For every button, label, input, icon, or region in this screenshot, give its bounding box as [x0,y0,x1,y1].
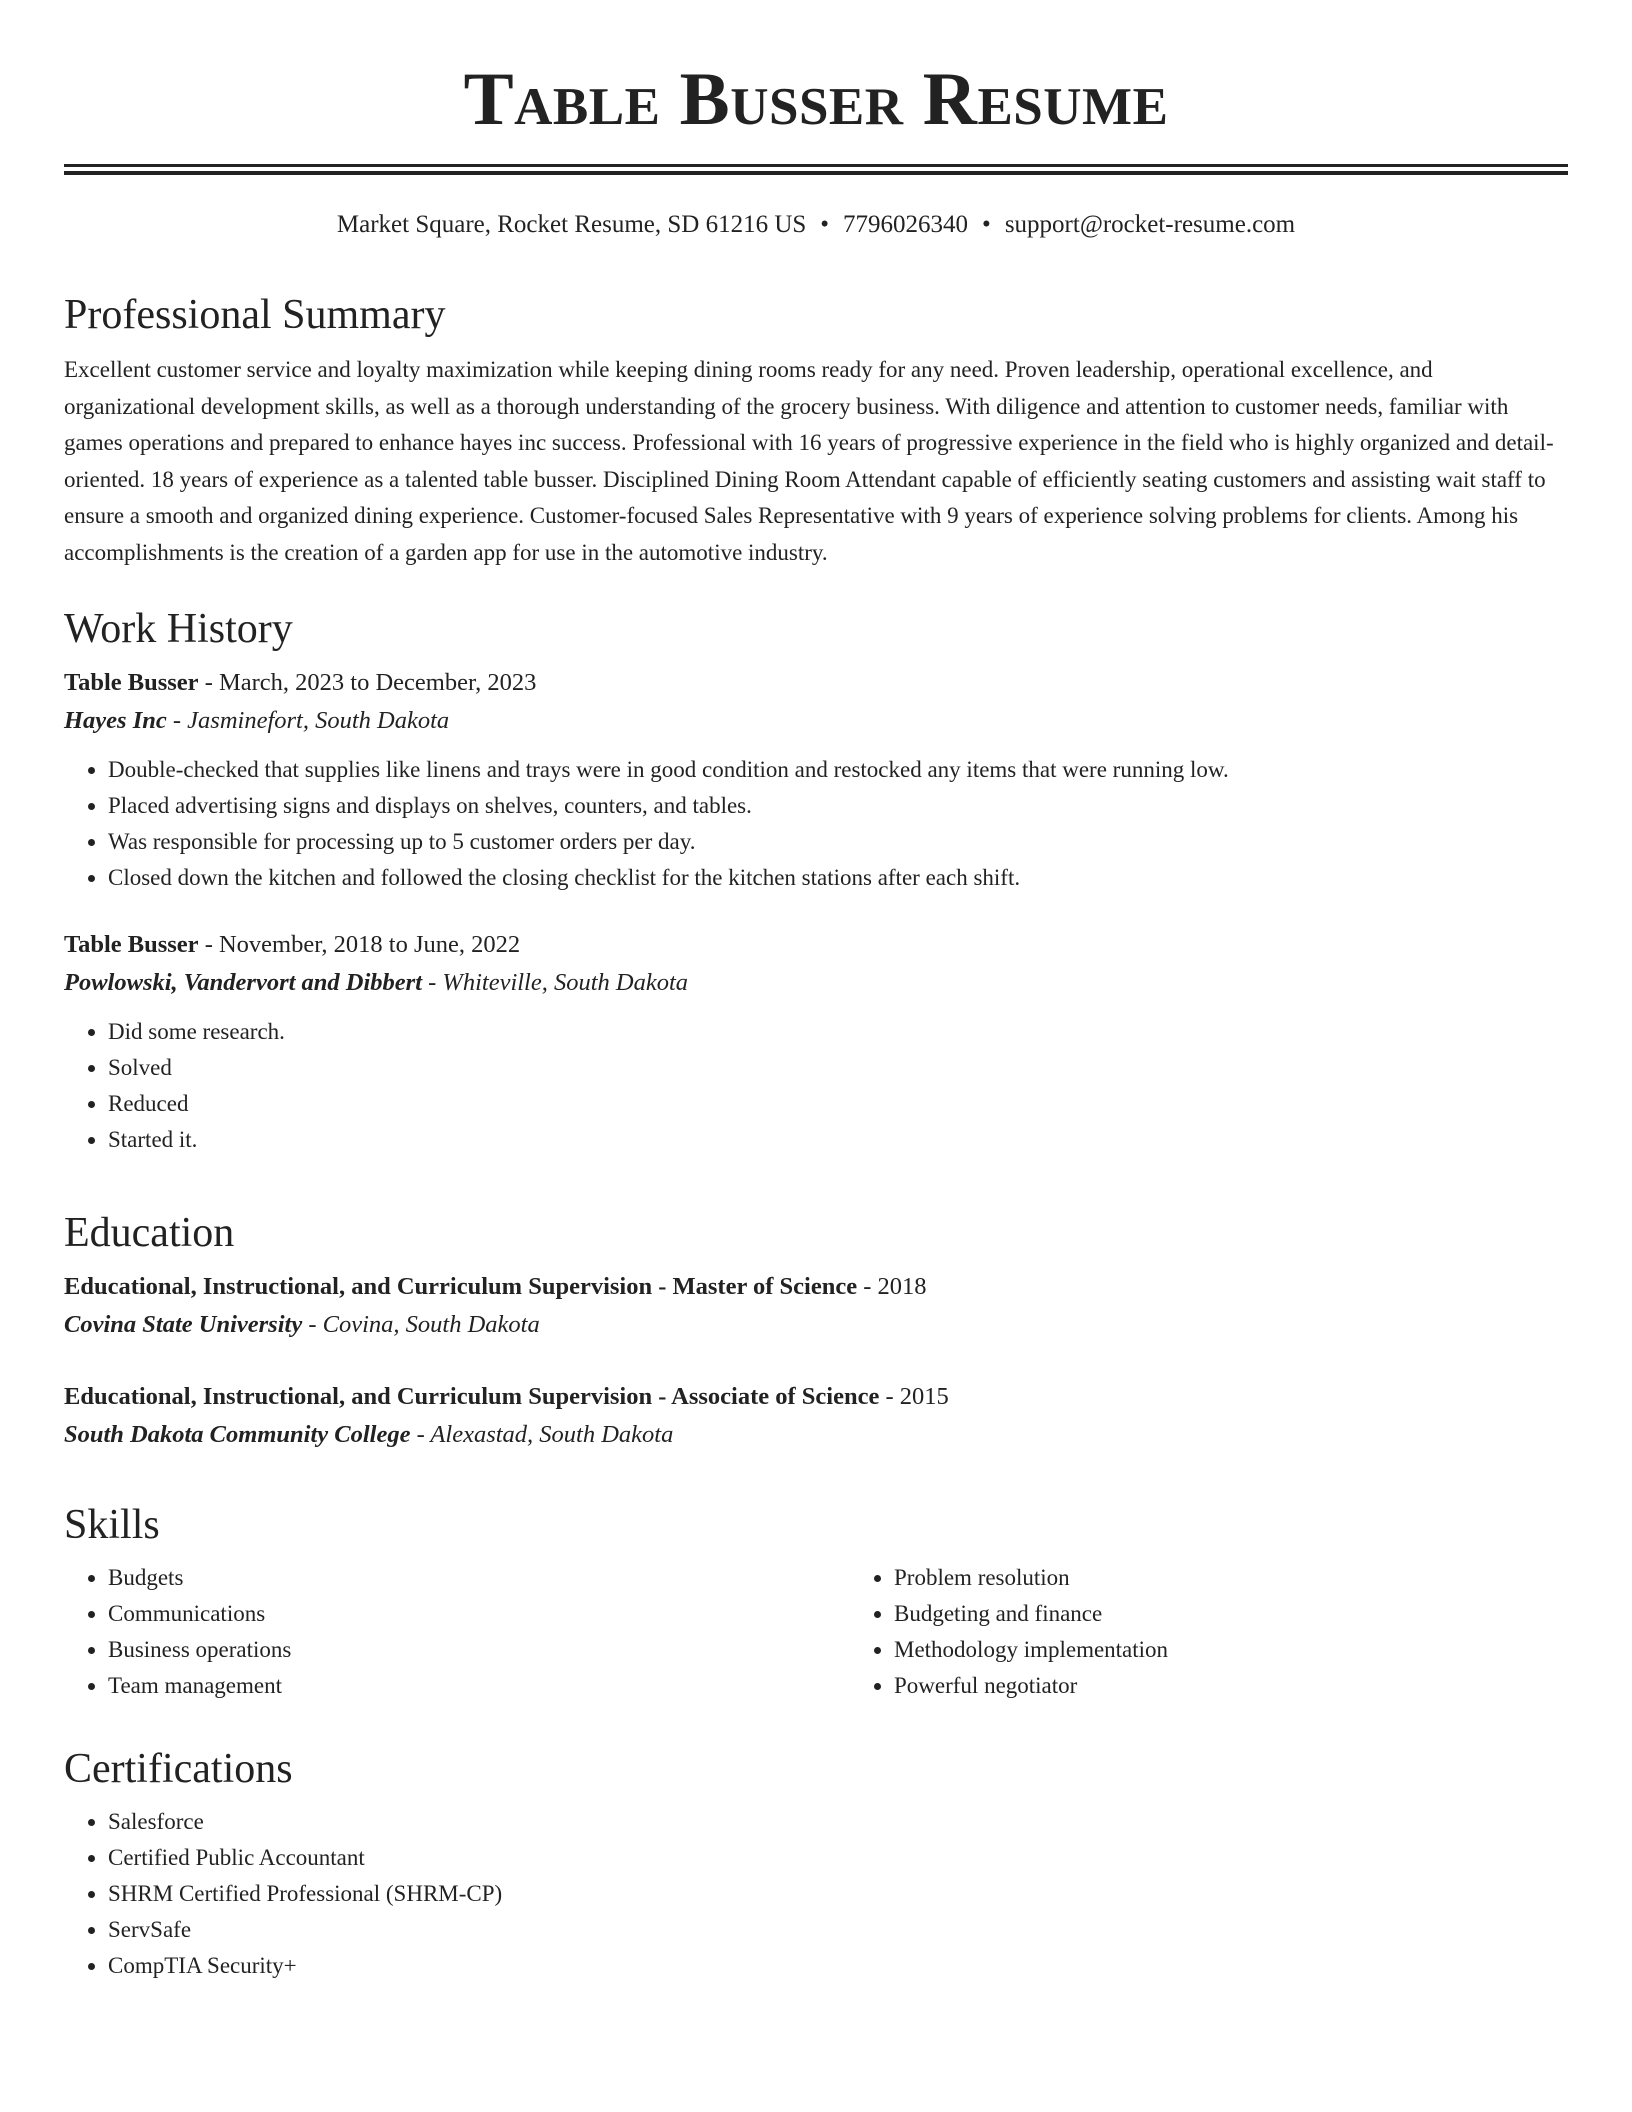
work-heading: Work History [64,606,293,652]
list-item: • Did some research. [108,1014,1568,1050]
job-location: - Whiteville, South Dakota [422,969,689,996]
job-entry [64,664,1568,896]
certifications-list [64,1804,1568,1984]
education-header [64,1378,1568,1416]
education-section [64,1208,1568,1454]
job-company: Powlowski, Vandervort and Dibbert [64,969,423,996]
job-employer [64,964,1568,1002]
list-item: • Budgeting and finance [894,1596,1632,1632]
job-employer [64,702,1568,740]
education-location: - Covina, South Dakota [302,1311,540,1338]
skills-grid [64,1560,1568,1704]
education-school-line [64,1306,1568,1344]
list-item: • Double-checked that supplies like linens and trays were in good condition and restocked any items that were running low. [108,752,1568,788]
skills-section [64,1500,1568,1704]
list-item: • CompTIA Security+ [108,1948,1568,1984]
job-bullets [64,1014,1568,1158]
certifications-section [64,1744,1568,1984]
education-school: South Dakota Community College [64,1421,411,1448]
skills-list-right [850,1560,1632,1704]
contact-address: Market Square, Rocket Resume, SD 61216 US [336,211,807,238]
list-item: • Started it. [108,1122,1568,1158]
resume-title: Table Busser Resume [463,58,1169,141]
education-year: - 2015 [879,1383,949,1410]
list-item: • Communications [108,1596,850,1632]
summary-section [64,290,1568,571]
list-item: • ServSafe [108,1912,1568,1948]
certifications-heading: Certifications [64,1746,293,1792]
list-item: • Powerful negotiator [894,1668,1632,1704]
title-divider [64,164,1568,175]
summary-heading: Professional Summary [64,292,446,338]
list-item: • Budgets [108,1560,850,1596]
list-item: • Salesforce [108,1804,1568,1840]
list-item: • Certified Public Accountant [108,1840,1568,1876]
job-header [64,926,1568,964]
job-company: Hayes Inc [64,707,167,734]
education-entry [64,1268,1568,1344]
education-school: Covina State University [64,1311,303,1338]
job-location: - Jasminefort, South Dakota [166,707,450,734]
job-header [64,664,1568,702]
contact-line [64,208,1568,242]
contact-phone: 7796026340 [843,211,969,238]
skills-heading: Skills [64,1502,160,1548]
skills-list-left [64,1560,850,1704]
education-degree: Educational, Instructional, and Curriculum Supervision - Associate of Science [64,1383,880,1410]
education-year: - 2018 [857,1273,927,1300]
education-entry [64,1378,1568,1454]
list-item: • Closed down the kitchen and followed the closing checklist for the kitchen stations after each shift. [108,860,1568,896]
list-item: • Business operations [108,1632,850,1668]
summary-text: Excellent customer service and loyalty maximization while keeping dining rooms ready for any need. Proven leadership, operational excellence, and organizational development skills, as well as a thorough understanding of the grocery business. With diligence and attention to customer needs, familiar with games operations and prepared to enhance hayes inc success. Professional with 16 years of progressive experience in the field who is highly organized and detail-oriented. 18 years of experience as a talented table busser. Disciplined Dining Room Attendant capable of efficiently seating customers and assisting wait staff to ensure a smooth and organized dining experience. Customer-focused Sales Representative with 9 years of experience solving problems for clients. Among his accomplishments is the creation of a garden app for use in the automotive industry. [64,357,1554,565]
education-school-line [64,1416,1568,1454]
job-dates: - November, 2018 to June, 2022 [198,931,521,958]
contact-email: support@rocket-resume.com [1004,211,1296,238]
list-item: • Problem resolution [894,1560,1632,1596]
list-item: • Reduced [108,1086,1568,1122]
list-item: • Team management [108,1668,850,1704]
list-item: • SHRM Certified Professional (SHRM-CP) [108,1876,1568,1912]
list-item: • Solved [108,1050,1568,1086]
list-item: • Was responsible for processing up to 5 customer orders per day. [108,824,1568,860]
education-degree: Educational, Instructional, and Curriculum Supervision - Master of Science [64,1273,858,1300]
education-location: - Alexastad, South Dakota [410,1421,674,1448]
education-heading: Education [64,1210,235,1256]
job-dates: - March, 2023 to December, 2023 [198,669,537,696]
job-bullets [64,752,1568,896]
job-title: Table Busser [64,931,199,958]
contact-separator: • [982,211,991,238]
contact-separator: • [820,211,830,238]
job-title: Table Busser [64,669,199,696]
list-item: • Methodology implementation [894,1632,1632,1668]
education-header [64,1268,1568,1306]
job-entry [64,926,1568,1158]
work-section [64,604,1568,1158]
list-item: • Placed advertising signs and displays on shelves, counters, and tables. [108,788,1568,824]
